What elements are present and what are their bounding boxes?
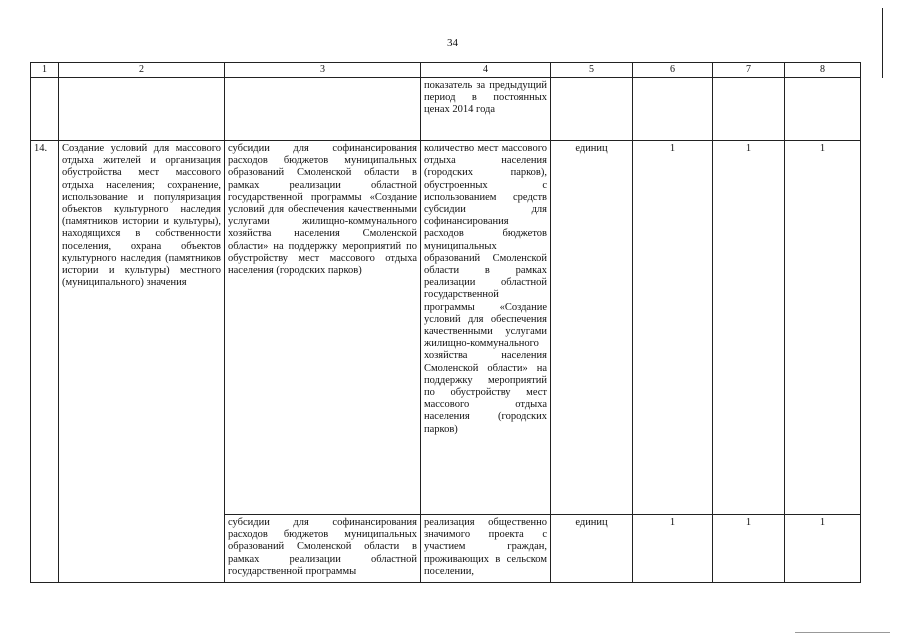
funding-source-1: субсидии для софинансирования расходов бюджетов муниципальных образований Смоленской области в рамках реализации областной государственной программы «Создание условий для обеспечения качественными услугами жилищно-коммунального хозяйства населения Смоленской области» на поддержку мероприятий по обустройству мест массового отдыха населения (городских парков)	[225, 141, 421, 515]
value-col6-1: 1	[633, 141, 713, 515]
value-col8-1: 1	[785, 141, 861, 515]
report-table	[30, 62, 861, 583]
unit-2: единиц	[551, 515, 633, 583]
value-col7-1: 1	[713, 141, 785, 515]
row-number: 14.	[31, 141, 59, 583]
col-header-6: 6	[633, 63, 713, 78]
value-col6-2: 1	[633, 515, 713, 583]
page-number: 34	[447, 37, 458, 49]
indicator-continuation: показатель за предыдущий период в постоянных ценах 2014 года	[421, 78, 551, 141]
column-numbers-row	[31, 63, 861, 78]
unit-1: единиц	[551, 141, 633, 515]
value-col7-2: 1	[713, 515, 785, 583]
table-row-14a	[31, 141, 861, 515]
col-header-5: 5	[551, 63, 633, 78]
col-header-4: 4	[421, 63, 551, 78]
col-header-1: 1	[31, 63, 59, 78]
indicator-2: реализация общественно значимого проекта с участием граждан, проживающих в сельском поселении,	[421, 515, 551, 583]
funding-source-2: субсидии для софинансирования расходов бюджетов муниципальных образований Смоленской области в рамках реализации областной государственной программы	[225, 515, 421, 583]
col-header-2: 2	[59, 63, 225, 78]
col-header-8: 8	[785, 63, 861, 78]
col-header-7: 7	[713, 63, 785, 78]
continuation-row	[31, 78, 861, 141]
measure-description: Создание условий для массового отдыха жителей и организация обустройства мест массового отдыха населения; сохранение, использование и популяризация объектов культурного наследия (памятников истории и культуры), находящихся в собственности поселения, охрана объектов культурного наследия (памятников истории и культуры) местного (муниципального) значения	[59, 141, 225, 583]
scan-edge-line	[882, 8, 883, 78]
indicator-1: количество мест массового отдыха населения (городских парков), обустроенных с использованием средств субсидии для софинансирования расходов бюджетов муниципальных образований Смоленской области в рамках реализации областной государственной программы «Создание условий для обеспечения качественными услугами жилищно-коммунального хозяйства населения Смоленской области» на поддержку мероприятий по обустройству мест массового отдыха населения (городских парков)	[421, 141, 551, 515]
col-header-3: 3	[225, 63, 421, 78]
value-col8-2: 1	[785, 515, 861, 583]
scan-footer-line	[795, 632, 890, 633]
